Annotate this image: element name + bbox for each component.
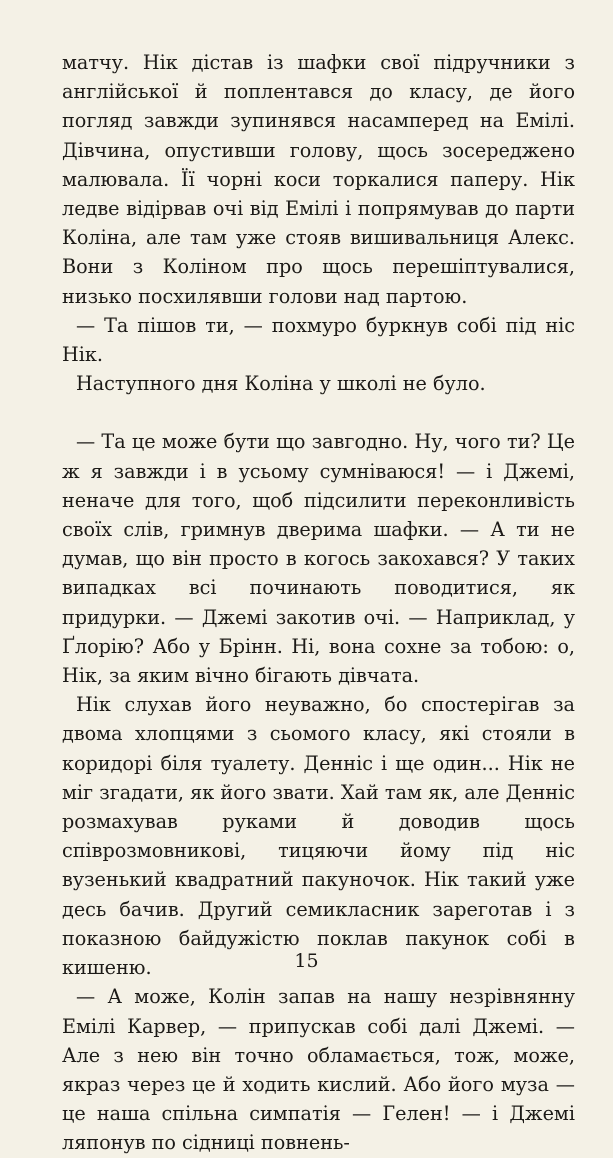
page-number: 15 [294,950,319,972]
section-break [62,398,575,427]
paragraph-5: Нік слухав його неуважно, бо спостерігав за двома хлопцями з сьомого класу, які стояли в коридорі біля туалету. Денніс і ще один... Нік не міг згадати, як його звати. Хай там як, але Денніс розмахував руками й доводив щось співрозмовникові, тицяючи йому під ніс вузенький квадратний пакуночок. Нік такий уже десь бачив. Другий семикласник зареготав і з показною байдужістю поклав пакунок собі в кишеню. [62,693,575,980]
paragraph-4: — Та це може бути що завгодно. Ну, чого ти? Це ж я завжди і в усьому сумніваюся! — і Джемі, неначе для того, щоб підсилити переконливість своїх слів, гримнув дверима шафки. — А ти не думав, що він просто в когось закохався? У таких випадках всі починають поводитися, як придурки. — Джемі закотив очі. — Наприклад, у Ґлорію? Або у Брінн. Ні, вона сохне за тобою: о, Нік, за яким вічно бігають дівчата. [62,430,575,688]
paragraph-6: — А може, Колін запав на нашу незрівнянну Емілі Карвер, — припускав собі далі Джемі. — Але з нею він точно обламається, тож, може, якраз через це й ходить кислий. Або його муза — це наша спільна симпатія — Гелен! — і Джемі ляпонув по сідниці повнень- [62,985,575,1155]
paragraph-1: матчу. Нік дістав із шафки свої підручники з англійської й поплентався до класу, де його погляд завжди зупинявся насамперед на Емілі. Дівчина, опустивши голову, щось зосереджено малювала. Її чорні коси торкалися паперу. Нік ледве відірвав очі від Емілі і попрямував до парти Коліна, але там уже стояв вишивальниця Алекс. Вони з Коліном про щось перешіптувалися, низько посхилявши голови над партою. [62,51,575,308]
paragraph-3: Наступного дня Коліна у школі не було. [76,372,486,396]
page-body [62,48,575,1158]
paragraph-2: — Та пішов ти, — похмуро буркнув собі під ніс Нік. [62,313,575,367]
